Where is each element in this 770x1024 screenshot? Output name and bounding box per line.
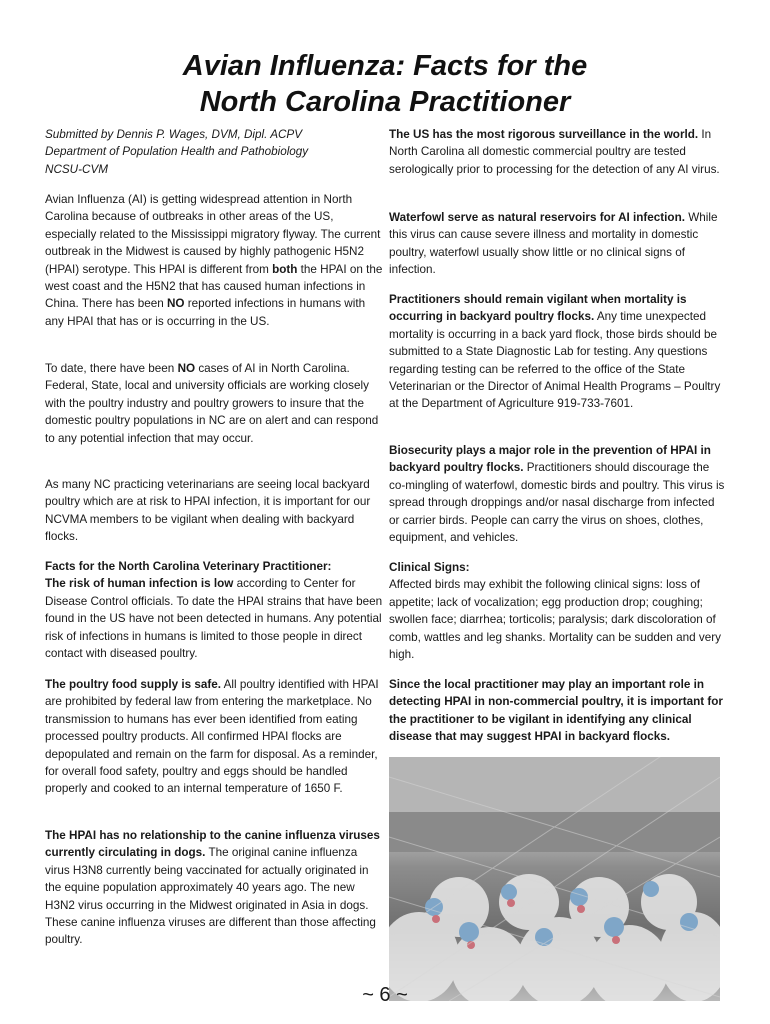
closing-paragraph: Since the local practitioner may play an important role in detecting HPAI in non-commercial poultry, it is important for the practitioner to be vigilant in identifying any clinical disease that may suggest HPAI in backyard flocks. xyxy=(389,678,723,744)
text: The original canine influenza virus H3N8 currently being vaccinated for actually originated in the equine population approximately 40 years ago. The new H3N2 virus occurring in the Midwest originated in Asia in dogs. These canine influenza viruses are different than those affecting poultry. xyxy=(45,846,376,947)
text: While this virus can cause severe illness and mortality in domestic poultry, waterfowl usually show little or no clinical signs of infection. xyxy=(389,211,718,277)
text: All poultry identified with HPAI are prohibited by federal law from entering the marketplace. No transmission to humans has ever been identified from eating processed poultry products. All confirmed HPAI flocks are depopulated and remain on the farm for disposal. As a reminder, for overall food safety, poultry and eggs should be handled properly and cooked to an internal temperature of 1650 F. xyxy=(45,678,379,796)
text: the HPAI on the west coast and the H5N2 that has caused human infections in China. There has been xyxy=(45,262,383,311)
clinical-heading: Clinical Signs: xyxy=(389,561,470,574)
author: Submitted by Dennis P. Wages, DVM, Dipl. ACPV xyxy=(45,128,303,141)
vigilant-paragraph xyxy=(389,291,725,413)
lead: Practitioners should remain vigilant when mortality is occurring in backyard poultry flocks. xyxy=(389,293,687,324)
text: Practitioners should discourage the co-mingling of waterfowl, domestic birds and poultry. This virus is spread through droppings and/or nasal discharge from infected or carrier birds. People can carry the virus on shoes, clothes, equipment, and vehicles. xyxy=(389,461,725,545)
canine-paragraph xyxy=(45,827,385,949)
title-line-1: Avian Influenza: Facts for the xyxy=(182,50,588,82)
text: To date, there have been xyxy=(45,362,178,375)
institution: NCSU-CVM xyxy=(45,162,108,176)
biosecurity-paragraph xyxy=(389,442,725,546)
clinical-signs-section xyxy=(389,559,725,663)
text: Avian Influenza (AI) is getting widespread attention in North Carolina because of outbreaks in other areas of the US, especially related to the Mississippi migratory flyway. The current outbreak in the Midwest is caused by highly pathogenic H5N2 (HPAI) serotype. This HPAI is different from xyxy=(45,193,381,276)
facts-body: according to Center for Disease Control officials. To date the HPAI strains that have been found in the US have not been detected in humans. Any potential risk of infections in humans is limited to those people in direct contact with diseased poultry. xyxy=(45,577,383,661)
veterinarian-paragraph: As many NC practicing veterinarians are seeing local backyard poultry which are at risk to HPAI infection, it is important for our NCVMA members to be vigilant when dealing with backyard flocks. xyxy=(45,478,371,544)
text: reported infections in humans with any HPAI that has or is occurring in the US. xyxy=(45,297,366,328)
text: Any time unexpected mortality is occurring in a back yard flock, those birds should be submitted to a State Diagnostic Lab for testing. Any questions regarding testing can be referred to the office of the State Veterinarian or the Director of Animal Health Programs – Poultry at the Department of Agriculture 919-733-7601. xyxy=(389,310,721,411)
turkey-flock-photo xyxy=(389,757,720,1001)
emphasis: NO xyxy=(166,297,185,311)
food-supply-paragraph xyxy=(45,676,385,798)
emphasis: both xyxy=(272,262,298,276)
department: Department of Population Health and Pathobiology xyxy=(45,145,309,159)
waterfowl-paragraph xyxy=(389,209,725,279)
surveillance-paragraph xyxy=(389,126,725,178)
lead: The HPAI has no relationship to the canine influenza viruses currently circulating in dogs. xyxy=(45,829,380,860)
facts-section xyxy=(45,558,385,662)
text: In North Carolina all domestic commercial poultry are tested serologically prior to processing for the detection of any AI virus. xyxy=(389,128,720,176)
lead: The poultry food supply is safe. xyxy=(45,678,221,691)
clinical-body: Affected birds may exhibit the following clinical signs: loss of appetite; lack of vocalization; egg production drop; coughing; swollen face; diarrhea; torticolis; paralysis; dark discoloration of comb, wattles and leg shanks. Mortality can be sudden and very high. xyxy=(389,578,721,662)
page-title xyxy=(0,48,770,120)
facts-heading: Facts for the North Carolina Veterinary Practitioner: xyxy=(45,560,332,573)
byline xyxy=(45,126,385,178)
facts-lead: The risk of human infection is low xyxy=(45,577,234,591)
lead: Waterfowl serve as natural reservoirs for AI infection. xyxy=(389,211,685,224)
title-line-2: North Carolina Practitioner xyxy=(199,86,571,118)
intro-paragraph xyxy=(45,191,385,330)
nc-status-paragraph xyxy=(45,360,385,447)
emphasis: NO xyxy=(177,362,196,375)
lead: The US has the most rigorous surveillance in the world. xyxy=(389,128,699,141)
text: cases of AI in North Carolina. Federal, State, local and university officials are working closely with the poultry industry and poultry growers to insure that the domestic poultry populations in NC are on alert and can respond to any potential infection that may occur. xyxy=(45,362,379,445)
page-number: ~ 6 ~ xyxy=(362,984,408,1006)
lead: Biosecurity plays a major role in the prevention of HPAI in backyard poultry flocks. xyxy=(389,444,711,475)
